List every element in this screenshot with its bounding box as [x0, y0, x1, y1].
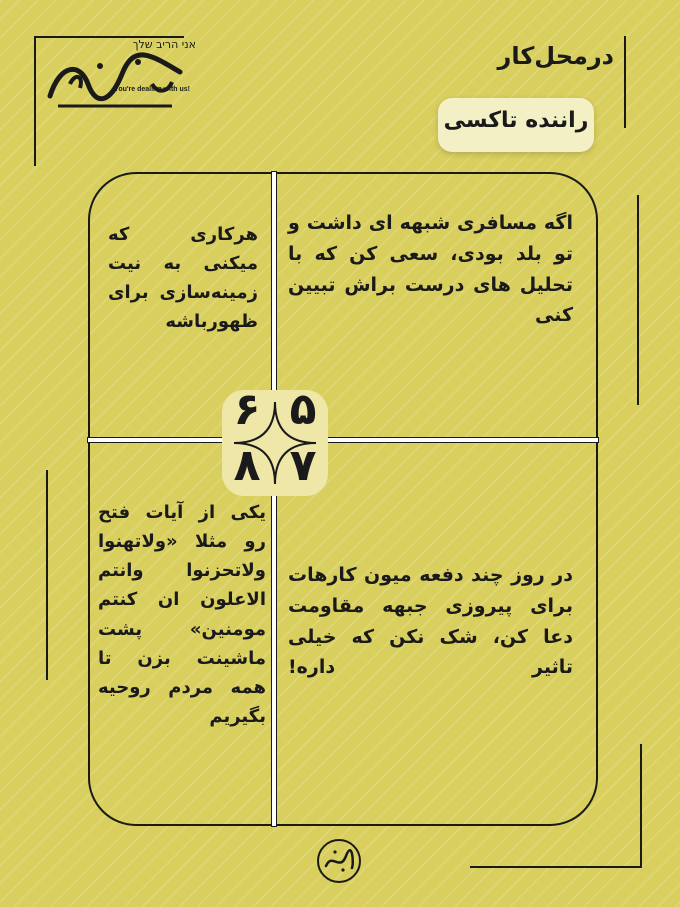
card-divider-vertical: [272, 172, 276, 826]
subtitle-label: راننده تاکسی: [443, 108, 589, 133]
subtitle-badge: [438, 98, 594, 152]
cell-number-7: ۷: [289, 440, 317, 491]
brand-script-icon: [40, 44, 190, 114]
cell-text-8: یکی از آیات فتح رو مثلا «ولاتهنوا ولاتحزنوا وانتم الاعلون ان کنتم مومنین» پشت ماشینت بزن تا همه مردم روحیه بگیریم: [98, 502, 266, 728]
frame-line-right-vertical: [637, 195, 639, 405]
frame-line-bottom-right-vertical: [640, 744, 642, 868]
frame-line-top-left-vertical: [34, 36, 36, 166]
cell-number-6: ۶: [233, 384, 261, 435]
cell-text-5: اگه مسافری شبهه ای داشت و تو بلد بودی، سعی کن که با تحلیل های درست براش تبیین کنی: [288, 212, 573, 327]
cell-number-5: ۵: [289, 384, 317, 435]
cell-number-8: ۸: [233, 440, 261, 491]
cell-text-6: هرکاری که میکنی به نیت زمینه‌سازی برای ظهورباشه: [108, 224, 258, 333]
brand-tagline-hebrew: אני הריב שלך: [132, 38, 196, 51]
brand-tagline-english: You're dealing with us!: [114, 86, 190, 93]
frame-line-bottom-right-horizontal: [470, 866, 642, 868]
brand-logo: [40, 38, 200, 118]
cell-text-7: در روز چند دفعه میون کارهات برای پیروزی جبهه مقاومت دعا کن، شک نکن که خیلی تاثیر داره!: [288, 564, 573, 679]
page-title: درمحل‌کار: [497, 42, 614, 70]
frame-line-top-right-vertical: [624, 36, 626, 128]
footer-seal-icon: [316, 838, 362, 884]
card-divider-horizontal: [88, 438, 598, 442]
frame-line-left-vertical: [46, 470, 48, 680]
